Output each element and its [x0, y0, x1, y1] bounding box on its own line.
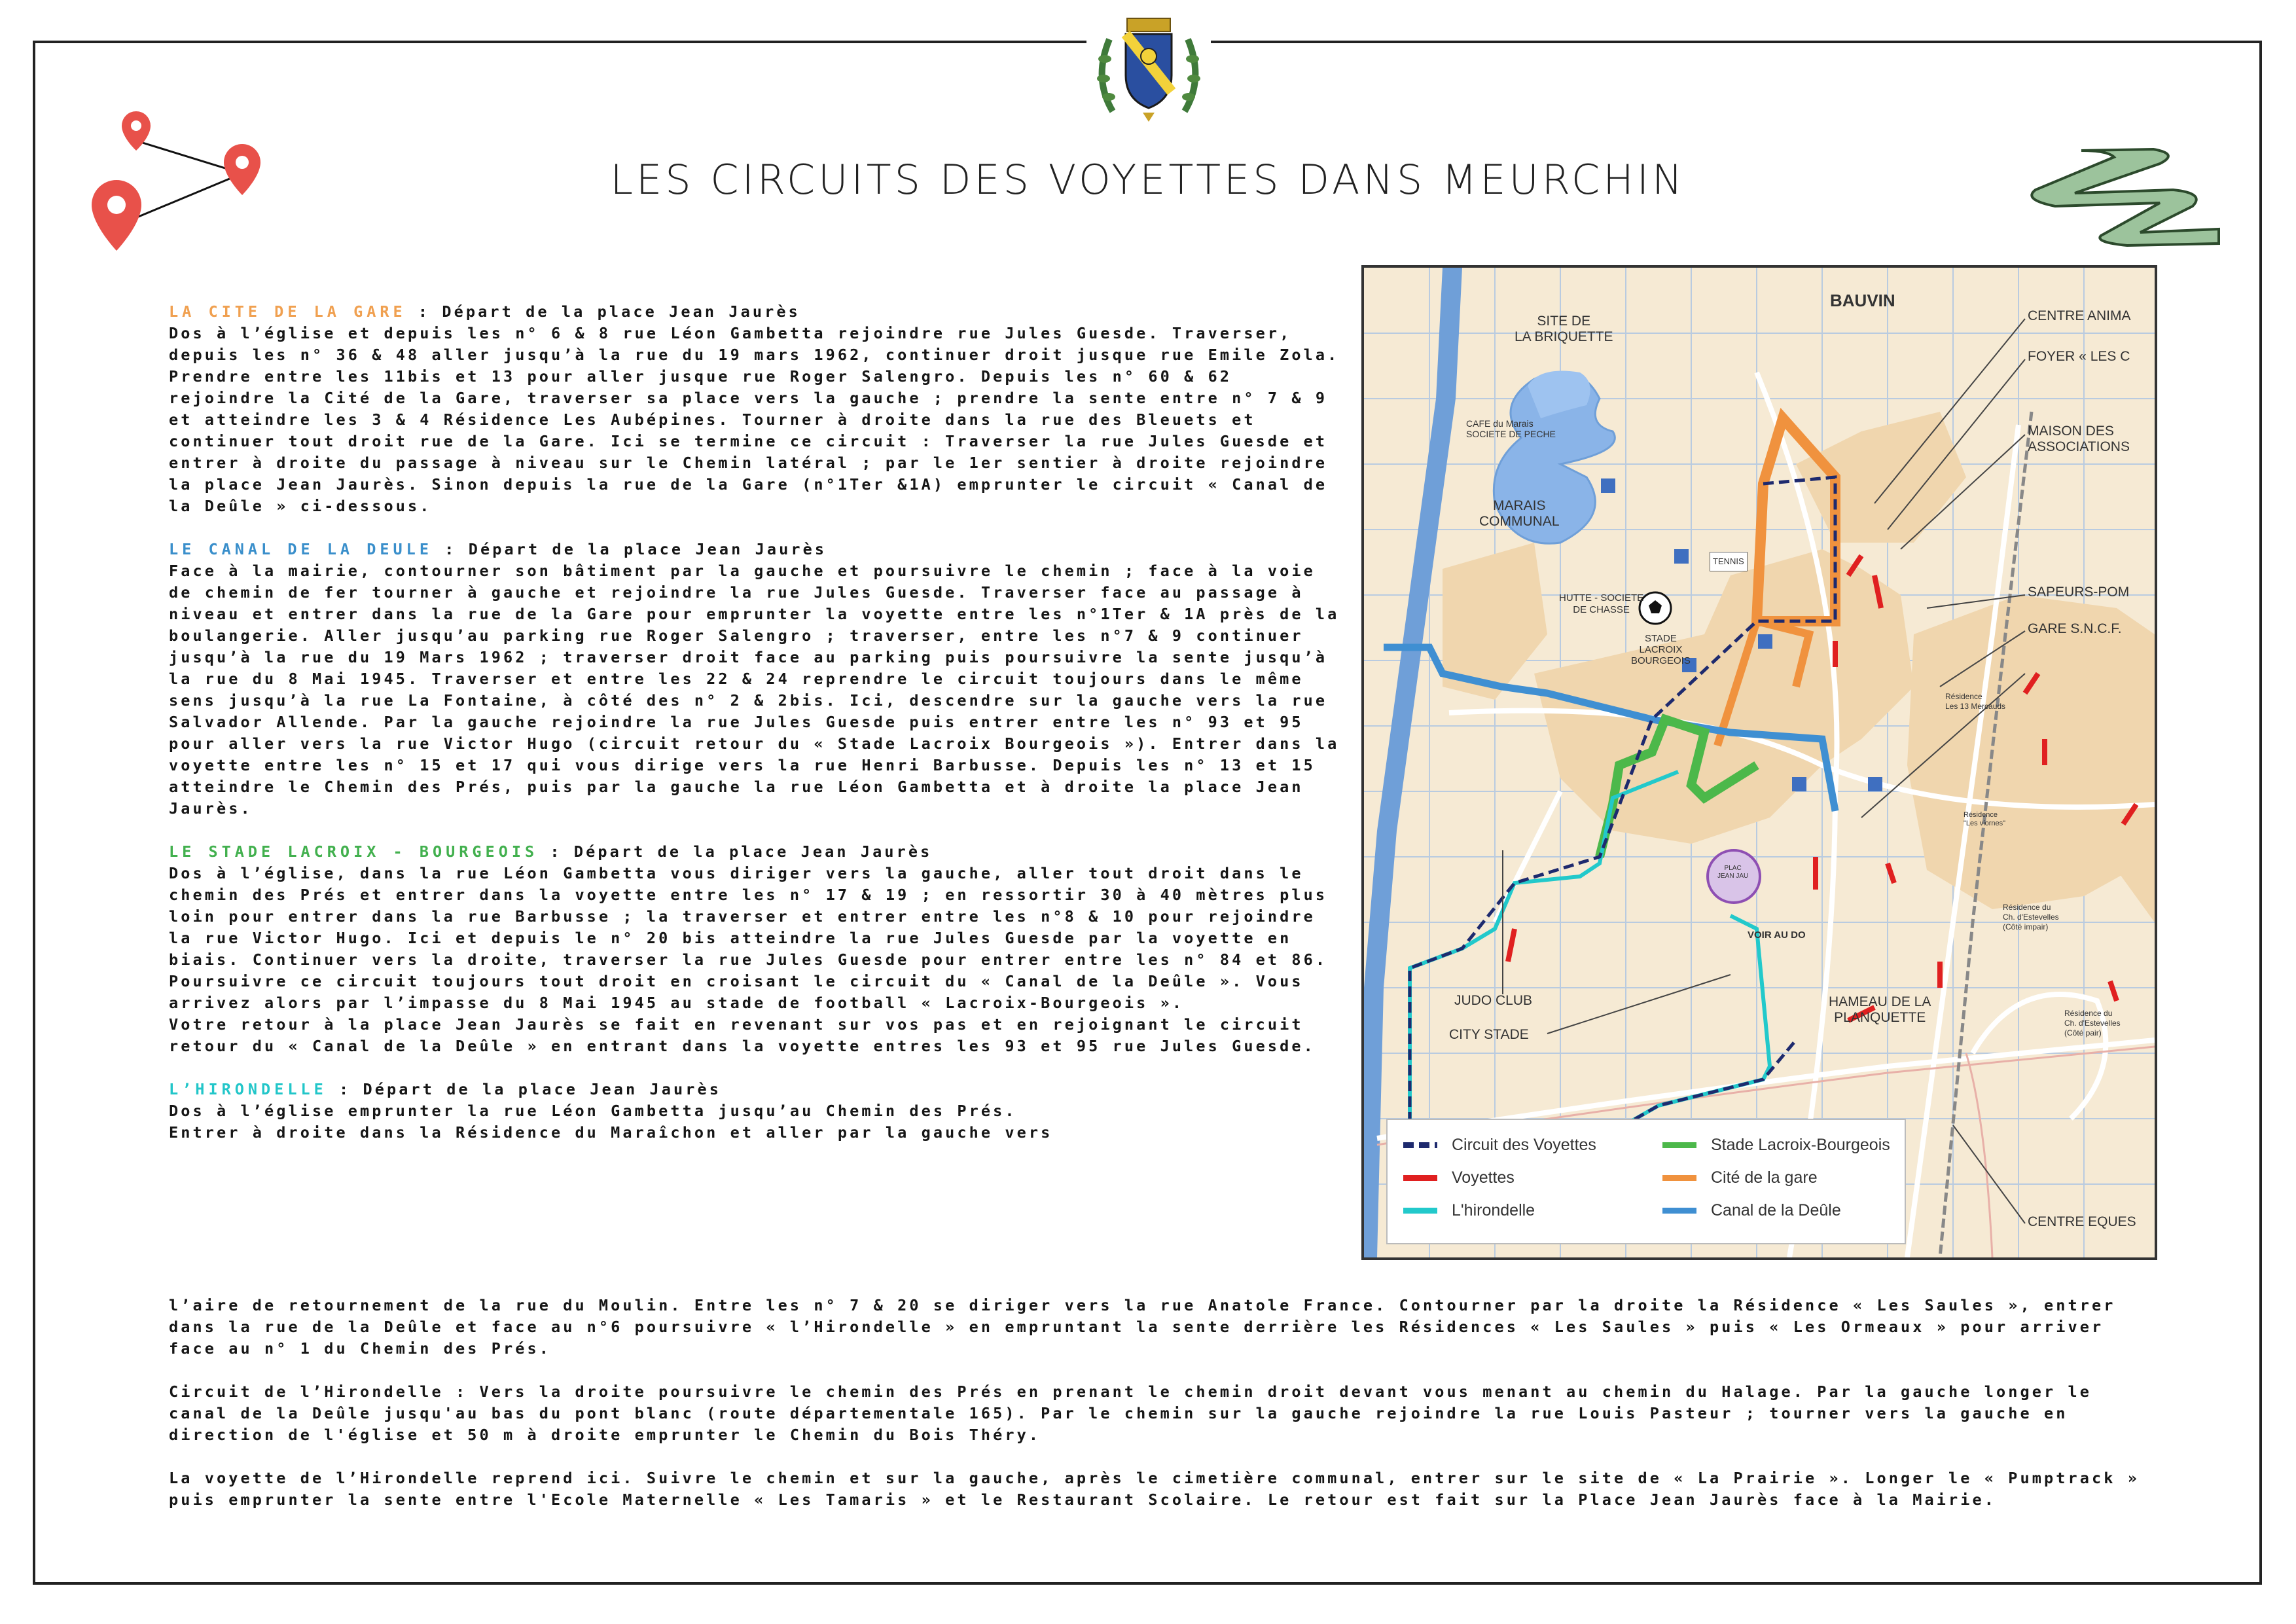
legend-item-circuit-voyettes: Circuit des Voyettes [1403, 1136, 1596, 1155]
legend-swatch [1403, 1175, 1437, 1181]
canal [1364, 268, 1462, 1257]
circuit-descriptions [169, 301, 1347, 1165]
map-drawing [1364, 268, 2155, 1257]
continuation-paragraph: La voyette de l’Hirondelle reprend ici. Suivre le chemin et sur la gauche, après le cimetière communal, entrer sur le site de « La Prairie ». Longer le « Pumptrack » puis emprunter la sente entre l'Ecole Maternelle « Les Tamaris » et le Restaurant Scolaire. Le retour est fait sur la Place Jean Jaurès face à la Mairie. [169, 1469, 2140, 1509]
map-label-bauvin: BAUVIN [1830, 291, 1895, 310]
section-departure: : Départ de la place Jean Jaurès [406, 302, 800, 321]
map-label-stade: STADE LACROIX BOURGEOIS [1631, 633, 1691, 666]
section-heading: LE CANAL DE LA DEULE [169, 540, 433, 558]
section-heading: L’HIRONDELLE [169, 1080, 327, 1098]
winding-path-icon [2029, 144, 2225, 249]
map-label-centre-eques: CENTRE EQUES [2028, 1214, 2136, 1229]
map-label-gare: GARE S.N.C.F. [2028, 621, 2122, 636]
section-cite-de-la-gare [169, 301, 1347, 517]
section-body: Face à la mairie, contourner son bâtiment par la gauche et poursuivre le chemin ; face à la voie de chemin de fer tourner à gauche et rejoindre la rue Jules Guesde. Traverser face au passage à niveau et entrer dans la rue de la Gare pour emprunter la voyette entre les n°1Ter & 1A près de la boulangerie. Aller jusqu’au parking rue Roger Salengro ; traverser, entre les n°7 & 9 continuer jusqu’à la rue du 19 Mars 1962 ; traverser droit face au parking puis poursuivre la sente jusqu’à la rue du 8 Mai 1945. Traverser et entre les 22 & 24 reprendre le circuit toujours dans le même sens jusqu’à la rue La Fontaine, à côté des n° 2 & 2bis. Ici, descendre sur la gauche vers la rue Salvador Allende. Par la gauche rejoindre la rue Jules Guesde puis entrer entre les n° 93 et 95 pour aller vers la rue Victor Hugo (circuit retour du « Stade Lacroix Bourgeois »). Entrer dans la voyette entre les n° 15 et 17 qui vous dirige vers la rue Henri Barbusse. Depuis les n° 13 et 15 atteindre le Chemin des Prés, puis par la gauche la rue Léon Gambetta et à droite la place Jean Jaurès. [169, 562, 1340, 818]
section-departure: : Départ de la place Jean Jaurès [538, 842, 933, 861]
map-label-voir-au-dos: VOIR AU DO [1748, 929, 1806, 941]
section-canal-de-la-deule [169, 539, 1347, 820]
map-label-residence-estevelles-impair: Résidence du Ch. d'Estevelles (Côté impair) [2003, 903, 2059, 931]
section-body: Dos à l’église emprunter la rue Léon Gambetta jusqu’au Chemin des Prés. [169, 1102, 1017, 1120]
section-hirondelle [169, 1079, 1347, 1144]
page-title: LES CIRCUITS DES VOYETTES DANS MEURCHIN [610, 156, 1686, 204]
legend-swatch [1662, 1175, 1696, 1181]
section-body-return: Votre retour à la place Jean Jaurès se fait en revenant sur vos pas et en rejoignant le circuit retour du « Canal de la Deûle » en entrant dans la voyette entres les 93 et 95 rue Jules Guesde. [169, 1015, 1316, 1055]
legend-swatch [1662, 1142, 1696, 1148]
legend-item-voyettes: Voyettes [1403, 1168, 1515, 1187]
map-label-tennis: TENNIS [1710, 552, 1748, 571]
map-label-residence-mercauds: Résidence Les 13 Mercauds [1945, 692, 2006, 711]
legend-swatch [1403, 1142, 1437, 1148]
map-label-residence-estevelles-pair: Résidence du Ch. d'Estevelles (Côté pair) [2064, 1009, 2121, 1038]
legend-item-canal-deule: Canal de la Deûle [1662, 1201, 1841, 1220]
continuation-paragraph: l’aire de retournement de la rue du Moulin. Entre les n° 7 & 20 se diriger vers la rue Anatole France. Contourner par la droite la Résidence « Les Saules », entrer dans la rue de la Deûle et face au n°6 poursuivre « l’Hirondelle » en empruntant la sente derrière les Résidences « Les Saules » puis « Les Ormeaux » pour arriver face au n° 1 du Chemin des Prés. [169, 1296, 2116, 1358]
municipal-crest-icon [1086, 13, 1211, 124]
circuits-map [1361, 265, 2157, 1260]
map-label-marais-communal: MARAIS COMMUNAL [1479, 498, 1560, 529]
map-label-foyer: FOYER « LES C [2028, 349, 2130, 364]
legend-item-cite-gare: Cité de la gare [1662, 1168, 1818, 1187]
map-label-sapeurs: SAPEURS-POM [2028, 585, 2130, 600]
map-legend [1386, 1119, 1906, 1244]
hirondelle-continuation [169, 1295, 2145, 1532]
map-label-hameau: HAMEAU DE LA PLANQUETTE [1829, 994, 1931, 1025]
map-label-cafe-marais: CAFE du Marais SOCIETE DE PECHE [1466, 418, 1556, 439]
map-pins-icon [79, 105, 281, 262]
legend-swatch [1662, 1208, 1696, 1214]
map-label-site-briquette: SITE DE LA BRIQUETTE [1515, 314, 1613, 344]
section-departure: : Départ de la place Jean Jaurès [327, 1080, 721, 1098]
section-departure: : Départ de la place Jean Jaurès [432, 540, 827, 558]
continuation-paragraph: Circuit de l’Hirondelle : Vers la droite poursuivre le chemin des Prés en prenant le chemin droit devant vous menant au chemin du Halage. Par la gauche longer le canal de la Deûle jusqu'au bas du pont blanc (route départementale 165). Par le chemin sur la gauche rejoindre la rue Louis Pasteur ; tourner vers la gauche en direction de l'église et 50 m à droite emprunter le Chemin du Bois Théry. [169, 1382, 2092, 1444]
section-body: Dos à l’église et depuis les n° 6 & 8 rue Léon Gambetta rejoindre rue Jules Guesde. Traverser, depuis les n° 36 & 48 aller jusqu’à la rue du 19 mars 1962, continuer droit jusque rue Emile Zola. Prendre entre les 11bis et 13 pour aller jusque rue Roger Salengro. Depuis les n° 60 & 62 rejoindre la Cité de la Gare, traverser sa place vers la gauche ; prendre la sente entre n° 7 & 9 et atteindre les 3 & 4 Résidence Les Aubépines. Tourner à droite dans la rue des Bleuets et continuer tout droit rue de la Gare. Ici se termine ce circuit : Traverser la rue Jules Guesde et entrer à droite du passage à niveau sur le Chemin latéral ; par le 1er sentier à droite rejoindre la place Jean Jaurès. Sinon depuis la rue de la Gare (n°1Ter &1A) emprunter le circuit « Canal de la Deûle » ci-dessous. [169, 324, 1340, 515]
section-body-continued: Entrer à droite dans la Résidence du Maraîchon et aller par la gauche vers [169, 1123, 1053, 1142]
map-label-maison-associations: MAISON DES ASSOCIATIONS [2028, 424, 2130, 454]
map-label-centre-anima: CENTRE ANIMA [2028, 308, 2131, 323]
legend-swatch [1403, 1208, 1437, 1214]
map-label-residence-viornes: Résidence "Les viornes" [1964, 811, 2006, 827]
section-heading: LE STADE LACROIX - BOURGEOIS [169, 842, 539, 861]
legend-item-hirondelle: L'hirondelle [1403, 1201, 1535, 1220]
legend-item-stade: Stade Lacroix-Bourgeois [1662, 1136, 1890, 1155]
section-stade-lacroix-bourgeois [169, 841, 1347, 1057]
map-label-place: PLAC JEAN JAU [1717, 865, 1749, 880]
map-label-hutte: HUTTE - SOCIETE DE CHASSE [1559, 592, 1644, 615]
map-label-city-stade: CITY STADE [1449, 1027, 1529, 1042]
section-body: Dos à l’église, dans la rue Léon Gambetta vous diriger vers la gauche, aller tout droit dans le chemin des Prés et entrer dans la voyette entre les n° 17 & 19 ; en ressortir 30 à 40 mètres plus loin pour entrer dans la rue Barbusse ; la traverser et entrer entre les n°8 & 10 pour rejoindre la rue Victor Hugo. Ici et depuis le n° 20 bis atteindre la rue Jules Guesde par la voyette en biais. Continuer vers la droite, traverser la rue Jules Guesde pour entrer entre les n° 84 et 86. Poursuivre ce circuit toujours tout droit en croisant le circuit du « Canal de la Deûle ». Vous arrivez alors par l’impasse du 8 Mai 1945 au stade de football « Lacroix-Bourgeois ». [169, 864, 1328, 1012]
map-label-judo-club: JUDO CLUB [1454, 993, 1533, 1008]
section-heading: LA CITE DE LA GARE [169, 302, 406, 321]
